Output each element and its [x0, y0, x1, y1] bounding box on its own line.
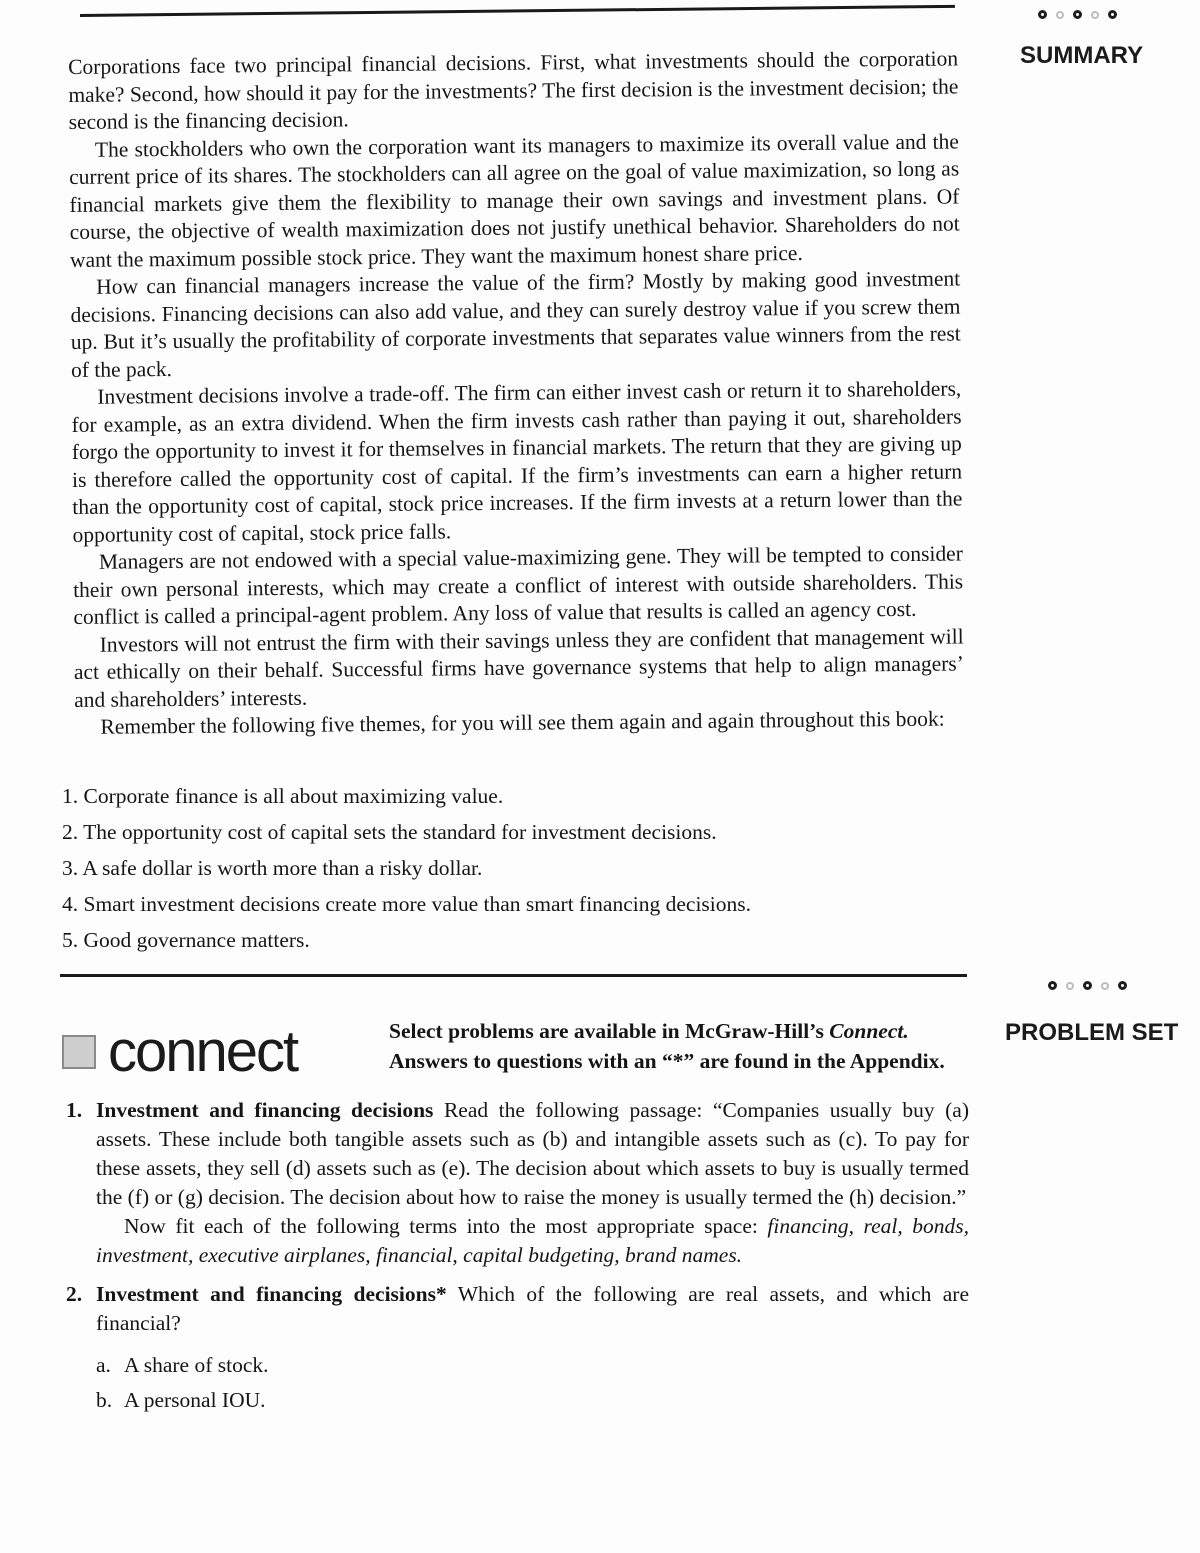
dot-icon: [1073, 10, 1082, 19]
summary-dots-ornament: [1038, 10, 1117, 19]
theme-text: Smart investment decisions create more value than smart financing decisions.: [83, 892, 751, 916]
problem-list: [66, 1096, 969, 1418]
dot-icon: [1066, 982, 1074, 990]
problem-body: Which of the following are real assets, and which are financial?: [96, 1282, 969, 1335]
summary-paragraph: Investors will not entrust the firm with their savings unless they are confident that management will act ethically on their behalf. Successful firms have governance systems that help to align managers’ and shareholders’ interests.: [73, 623, 965, 712]
problem-body: Read the following passage: “Companies usually buy (a) assets. These include both tangible assets such as (b) and intangible assets such as (c). To pay for these assets, they sell (d) assets such as (e). The decision about which assets to buy is usually termed the (f) or (g) decision. The decision about how to raise the money is usually termed the (h) decision.”: [96, 1098, 969, 1209]
section-rule: [60, 974, 967, 977]
problem-set-dots-ornament: [1048, 981, 1127, 990]
list-item: [96, 1348, 969, 1383]
list-item: [62, 778, 751, 814]
summary-paragraph: The stockholders who own the corporation want its managers to maximize its overall value and the current price of its shares. The stockholders can all agree on the goal of value maximization, so long as financial markets give them the flexibility to manage their own savings and investment plans. Of course, the objective of wealth maximization does not justify unethical behavior. Shareholders do not want the maximum possible stock price. They want the maximum honest share price.: [69, 128, 960, 272]
connect-note: [389, 1016, 945, 1076]
summary-heading: SUMMARY: [1020, 42, 1144, 69]
problem-number: 2.: [66, 1282, 83, 1306]
themes-list: [62, 778, 751, 958]
connect-note-line-1: [389, 1016, 945, 1046]
problem-text: [96, 1280, 969, 1338]
problem-set-heading: PROBLEM SET: [1005, 1019, 1179, 1046]
theme-number: 3.: [62, 856, 79, 880]
summary-paragraph: Investment decisions involve a trade-off. The firm can either invest cash or return it to shareholders, for example, as an extra dividend. When the firm invests cash rather than paying it out, shareholders forgo the opportunity to invest it for themselves in financial markets. The return that they are giving up is therefore called the opportunity cost of capital. If the firm’s investments can earn a higher return than the opportunity cost of capital, stock price increases. If the firm invests at a return lower than the opportunity cost of capital, stock price falls.: [71, 376, 963, 547]
dot-icon: [1091, 11, 1099, 19]
dot-icon: [1108, 10, 1117, 19]
problem-text: [96, 1096, 969, 1212]
problem-number: 1.: [66, 1098, 83, 1122]
theme-number: 2.: [62, 820, 79, 844]
theme-text: A safe dollar is worth more than a risky dollar.: [82, 856, 483, 880]
continuation-terms: financing, real, bonds, investment, executive airplanes, financial, capital budgeting, brand names.: [96, 1214, 969, 1267]
connect-logo: [62, 1019, 298, 1084]
list-item: [62, 850, 751, 886]
summary-paragraph: Remember the following five themes, for you will see them again and again throughout this book:: [100, 706, 945, 739]
summary-paragraph: Managers are not endowed with a special value-maximizing gene. They will be tempted to consider their own personal interests, which may create a conflict of interest with outside shareholders. This conflict is called a principal-agent problem. Any loss of value that results is called an agency cost.: [73, 541, 964, 629]
top-rule: [80, 5, 955, 17]
connect-logo-icon: [62, 1035, 96, 1069]
summary-paragraph: Corporations face two principal financial decisions. First, what investments should the corporation make? Second, how should it pay for the investments? The first decision is the investment decision; the second is the financing decision.: [68, 46, 959, 134]
dot-icon: [1056, 11, 1064, 19]
theme-text: The opportunity cost of capital sets the standard for investment decisions.: [83, 820, 717, 844]
problem-title: Investment and financing decisions*: [96, 1282, 447, 1306]
dot-icon: [1038, 10, 1047, 19]
list-item: [62, 814, 751, 850]
problem-title: Investment and financing decisions: [96, 1098, 434, 1122]
list-item: [62, 922, 751, 958]
dot-icon: [1118, 981, 1127, 990]
list-item: [96, 1383, 969, 1418]
summary-paragraph: How can financial managers increase the value of the firm? Mostly by making good investment decisions. Financing decisions can also add value, and they can surely destroy value if you screw them up. But it’s usually the profitability of corporate investments that separates value winners from the rest of the pack.: [70, 266, 961, 382]
sub-item-text: A personal IOU.: [124, 1388, 266, 1412]
connect-note-text: Select problems are available in McGraw-Hill’s: [389, 1019, 830, 1043]
summary-text: [68, 45, 965, 741]
theme-number: 4.: [62, 892, 79, 916]
dot-icon: [1048, 981, 1057, 990]
sub-item-letter: a.: [96, 1353, 111, 1377]
problem-item: [66, 1096, 969, 1270]
theme-number: 5.: [62, 928, 79, 952]
connect-wordmark: connect: [108, 1019, 298, 1084]
list-item: [62, 886, 751, 922]
connect-note-italic: Connect.: [829, 1019, 909, 1043]
connect-note-line-2: Answers to questions with an “*” are found in the Appendix.: [389, 1049, 945, 1073]
theme-text: Good governance matters.: [83, 928, 310, 952]
dot-icon: [1083, 981, 1092, 990]
problem-continuation: [96, 1212, 969, 1270]
sub-item-list: [96, 1348, 969, 1418]
sub-item-letter: b.: [96, 1388, 113, 1412]
problem-item: [66, 1280, 969, 1418]
theme-number: 1.: [62, 784, 79, 808]
continuation-text: Now fit each of the following terms into the most appropriate space:: [124, 1214, 768, 1238]
sub-item-text: A share of stock.: [124, 1353, 269, 1377]
theme-text: Corporate finance is all about maximizing value.: [83, 784, 504, 808]
dot-icon: [1101, 982, 1109, 990]
